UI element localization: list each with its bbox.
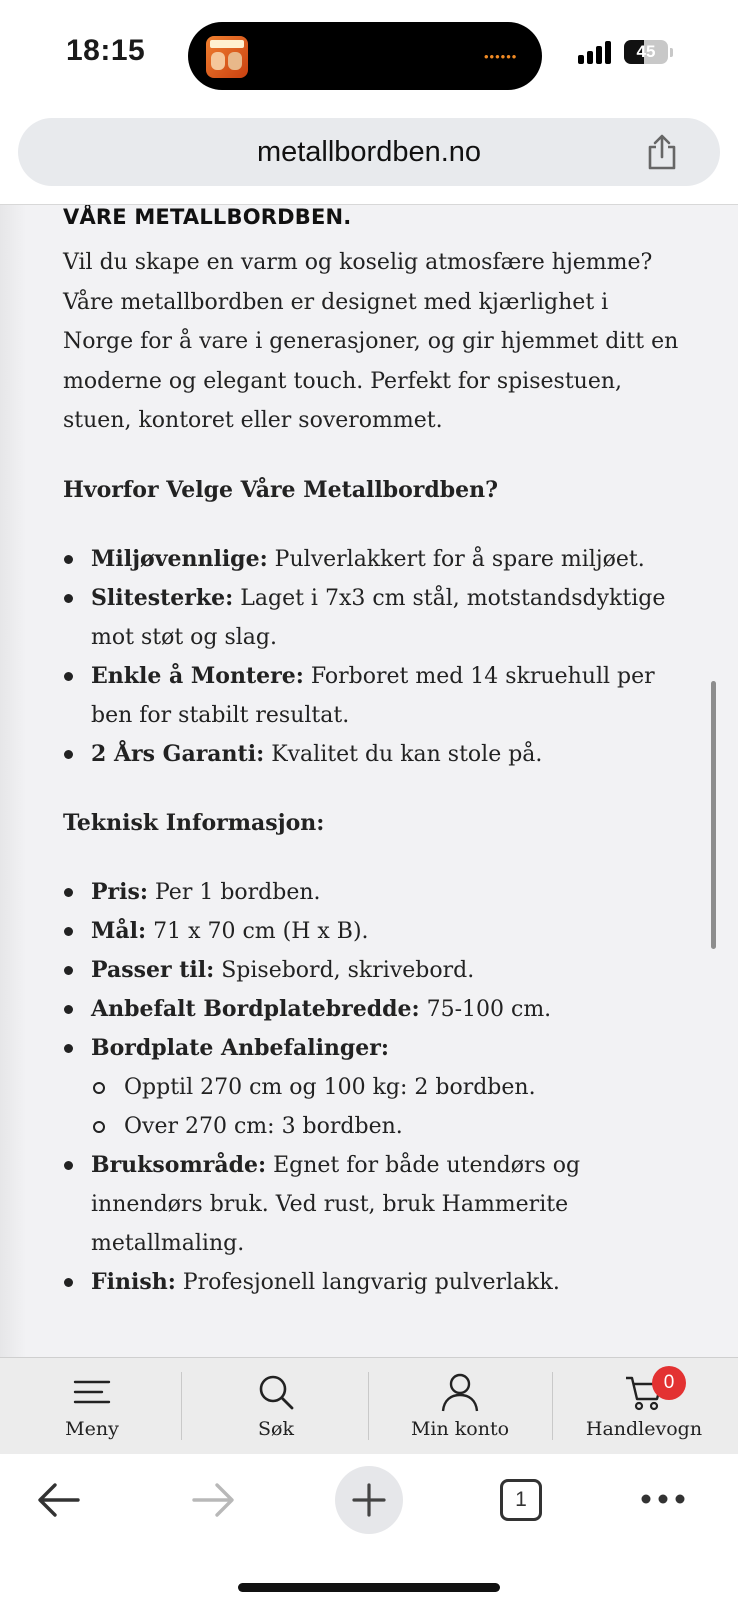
status-bar — [0, 0, 738, 110]
nav-menu-button[interactable] — [0, 1358, 184, 1454]
product-description — [63, 205, 683, 1302]
nav-label: Søk — [258, 1418, 294, 1440]
recording-indicator: •••••• — [484, 49, 518, 64]
why-list — [63, 540, 683, 774]
nav-account-button[interactable] — [368, 1358, 552, 1454]
tech-title: Teknisk Informasjon: — [63, 809, 325, 836]
forward-icon[interactable] — [190, 1480, 236, 1520]
cart-count-badge: 0 — [652, 1366, 686, 1400]
scrollbar[interactable] — [711, 681, 716, 949]
nav-label: Min konto — [410, 1418, 510, 1440]
nav-label: Meny — [65, 1418, 119, 1440]
user-icon — [440, 1372, 480, 1412]
list-item: Enkle å Montere: Forboret med 14 skruehull per ben for stabilt resultat. — [63, 657, 683, 735]
search-icon — [256, 1372, 296, 1412]
url-text[interactable]: metallbordben.no — [256, 136, 482, 168]
back-icon[interactable] — [36, 1480, 82, 1520]
nav-label: Handlevogn — [585, 1418, 703, 1440]
share-icon[interactable] — [644, 133, 680, 171]
battery-icon — [624, 40, 668, 64]
browser-toolbar — [0, 1454, 738, 1600]
app-icon[interactable] — [206, 36, 248, 78]
sub-list — [91, 1068, 683, 1146]
list-item: Miljøvennlige: Pulverlakkert for å spare miljøet. — [63, 540, 683, 579]
sub-list-item: Opptil 270 cm og 100 kg: 2 bordben. — [91, 1068, 683, 1107]
new-tab-icon — [352, 1483, 386, 1517]
dynamic-island[interactable] — [188, 22, 542, 90]
list-item: 2 Års Garanti: Kvalitet du kan stole på. — [63, 735, 683, 774]
divider — [181, 1372, 182, 1440]
tabs-icon[interactable]: 1 — [500, 1479, 542, 1521]
list-item: Anbefalt Bordplatebredde: 75-100 cm. — [63, 990, 683, 1029]
list-item: Slitesterke: Laget i 7x3 cm stål, motstandsdyktige mot støt og slag. — [63, 579, 683, 657]
address-bar[interactable] — [18, 118, 720, 186]
status-time: 18:15 — [66, 34, 146, 67]
intro-paragraph: Vil du skape en varm og koselig atmosfære hjemme? Våre metallbordben er designet med kjærlighet i Norge for å vare i generasjoner, og gir hjemmet ditt en moderne og elegant touch. Perfekt for spisestuen, stuen, kontoret eller soverommet. — [63, 250, 679, 433]
page-content[interactable] — [0, 205, 738, 1357]
nav-search-button[interactable] — [184, 1358, 368, 1454]
battery-tip — [670, 48, 673, 57]
list-item: Finish: Profesjonell langvarig pulverlakk. — [63, 1263, 683, 1302]
signal-icon — [578, 40, 618, 64]
list-item: Passer til: Spisebord, skrivebord. — [63, 951, 683, 990]
battery-level: 45 — [636, 42, 656, 61]
site-bottom-nav — [0, 1357, 738, 1454]
menu-icon — [72, 1372, 112, 1412]
list-item: Bordplate Anbefalinger: Opptil 270 cm og 100 kg: 2 bordben. Over 270 cm: 3 bordben. — [63, 1029, 683, 1146]
sub-list-item: Over 270 cm: 3 bordben. — [91, 1107, 683, 1146]
home-indicator[interactable] — [238, 1583, 500, 1592]
why-title: Hvorfor Velge Våre Metallbordben? — [63, 476, 498, 503]
list-item: Bruksområde: Egnet for både utendørs og innendørs bruk. Ved rust, bruk Hammerite metallmaling. — [63, 1146, 683, 1263]
list-item: Pris: Per 1 bordben. — [63, 873, 683, 912]
section-heading: VÅRE METALLBORDBEN. — [63, 205, 352, 229]
more-icon[interactable] — [640, 1492, 686, 1506]
page-gutter — [0, 205, 26, 1357]
new-tab-button[interactable] — [335, 1466, 403, 1534]
tech-list — [63, 873, 683, 1302]
nav-cart-button[interactable] — [552, 1358, 736, 1454]
list-item: Mål: 71 x 70 cm (H x B). — [63, 912, 683, 951]
